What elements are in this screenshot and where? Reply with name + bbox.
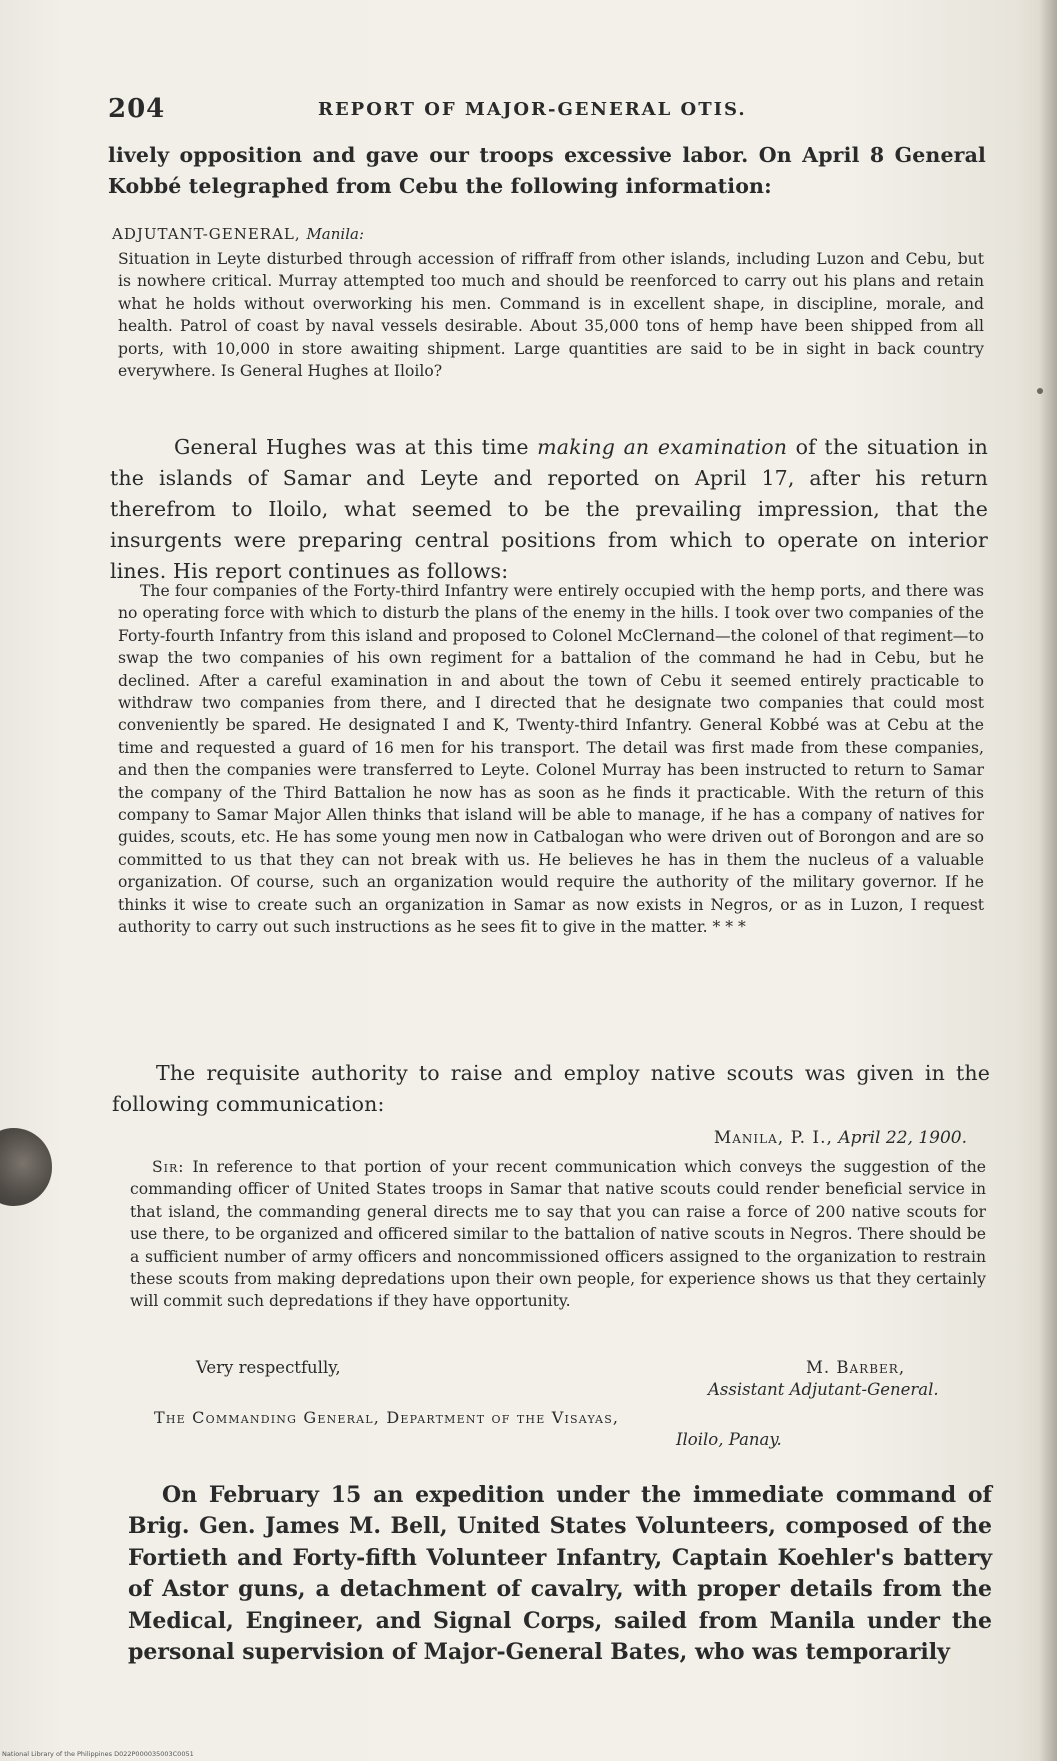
letter-addressed-to: The Commanding General, Department of the Visayas, [154,1408,620,1427]
dateline-date: April 22, 1900. [838,1128,967,1148]
paragraph-1: lively opposition and gave our troops excessive labor. On April 8 General Kobbé telegraphed from Cebu the following information: [108,143,986,198]
letter-signer: M. Barber, [806,1358,906,1377]
dateline-city: Manila, P. I., [713,1128,833,1148]
page-header [108,94,988,130]
hughes-report-quote: The four companies of the Forty-third Infantry were entirely occupied with the hemp ports, and there was no operating force with which to disturb the plans of the enemy in the hills. I took over two companies of the Forty-fourth Infantry from this island and proposed to Colonel McClernand—the colonel of that regiment—to swap the two companies of his own regiment for a battalion of the command he had in Cebu, but he declined. After a careful examination in and about the town of Cebu it seemed entirely practicable to withdraw two companies from there, and I directed that he designate two companies that could most conveniently be spared. He designated I and K, Twenty-third Infantry. General Kobbé was at Cebu at the time and requested a guard of 16 men for his transport. The detail was first made from these companies, and then the companies were transferred to Leyte. Colonel Murray has been instructed to return to Samar the company of the Third Battalion he now has as soon as he finds it practicable. With the return of this company to Samar Major Allen thinks that island will be able to manage, if he has a company of natives for guides, scouts, etc. He has some young men now in Catbalogan who were driven out of Borongon and are so committed to us that they can not break with us. He believes he has in them the nucleus of a valuable organization. Of course, such an organization would require the authority of the military governor. If he thinks it wise to create such an organization in Samar as now exists in Negros, or as in Luzon, I request authority to carry out such instructions as he sees fit to give in the matter. * * * [118,582,984,937]
scanner-thumb [0,1128,52,1206]
paragraph-4: On February 15 an expedition under the immediate command of Brig. Gen. James M. Bell, United States Volunteers, composed of the Fortieth and Forty-fifth Volunteer Infantry, Captain Koehler's battery of Astor guns, a detachment of cavalry, with proper details from the Medical, Engineer, and Signal Corps, sailed from Manila under the personal supervision of Major-General Bates, who was temporarily [128,1482,992,1666]
telegram-text: Situation in Leyte disturbed through accession of riffraff from other islands, including Luzon and Cebu, but is nowhere critical. Murray attempted too much and should be reenforced to carry out his plans and retain what he holds without overworking his men. Command is in excellent shape, in discipline, morale, and health. Patrol of coast by naval vessels desirable. About 35,000 tons of hemp have been shipped from all ports, with 10,000 in store awaiting shipment. Large quantities are said to be in sight in back country everywhere. Is General Hughes at Iloilo? [118,250,984,381]
telegram-addressee-place: Manila: [306,225,365,243]
telegram-addressee [112,225,364,243]
letter-closing: Very respectfully, [196,1358,341,1377]
page-number: 204 [108,94,166,124]
paragraph-2-rest: of the situation in the islands of Samar and Leyte and reported on April 17, after his return therefrom to Iloilo, what seemed to be the prevailing impression, that the insurgents were preparing central positions from which to operate on interior lines. His report continues as follows: [110,435,988,583]
scan-footer: National Library of the Philippines D022P000035003C0051 [2,1750,194,1758]
letter-signer-title: Assistant Adjutant-General. [708,1380,939,1399]
ink-spot [1037,388,1043,394]
paragraph-3: The requisite authority to raise and employ native scouts was given in the following communication: [112,1061,990,1116]
paragraph-2-emphasis: making an examination [537,435,788,459]
paragraph-2-lead: General Hughes was at this time [174,435,529,459]
paragraph-2 [110,432,988,587]
page-edge-shadow [1039,0,1057,1761]
letter-body-text: In reference to that portion of your recent communication which conveys the suggestion of the commanding officer of United States troops in Samar that native scouts could render beneficial service in that island, the commanding general directs me to say that you can raise a force of 200 native scouts for use there, to be organized and officered similar to the battalion of native scouts in Negros. There should be a sufficient number of army officers and noncommissioned officers assigned to the organization to restrain these scouts from making depredations upon their own people, for experience shows us that they certainly will commit such depredations if they have opportunity. [130,1158,986,1311]
letter-body [130,1156,986,1313]
letter-addressed-place: Iloilo, Panay. [676,1430,782,1449]
letter-salutation: Sir: [152,1158,185,1176]
telegram-addressee-label: ADJUTANT-GENERAL, [112,225,301,243]
letter-dateline [714,1128,967,1148]
running-head: REPORT OF MAJOR-GENERAL OTIS. [318,99,747,120]
